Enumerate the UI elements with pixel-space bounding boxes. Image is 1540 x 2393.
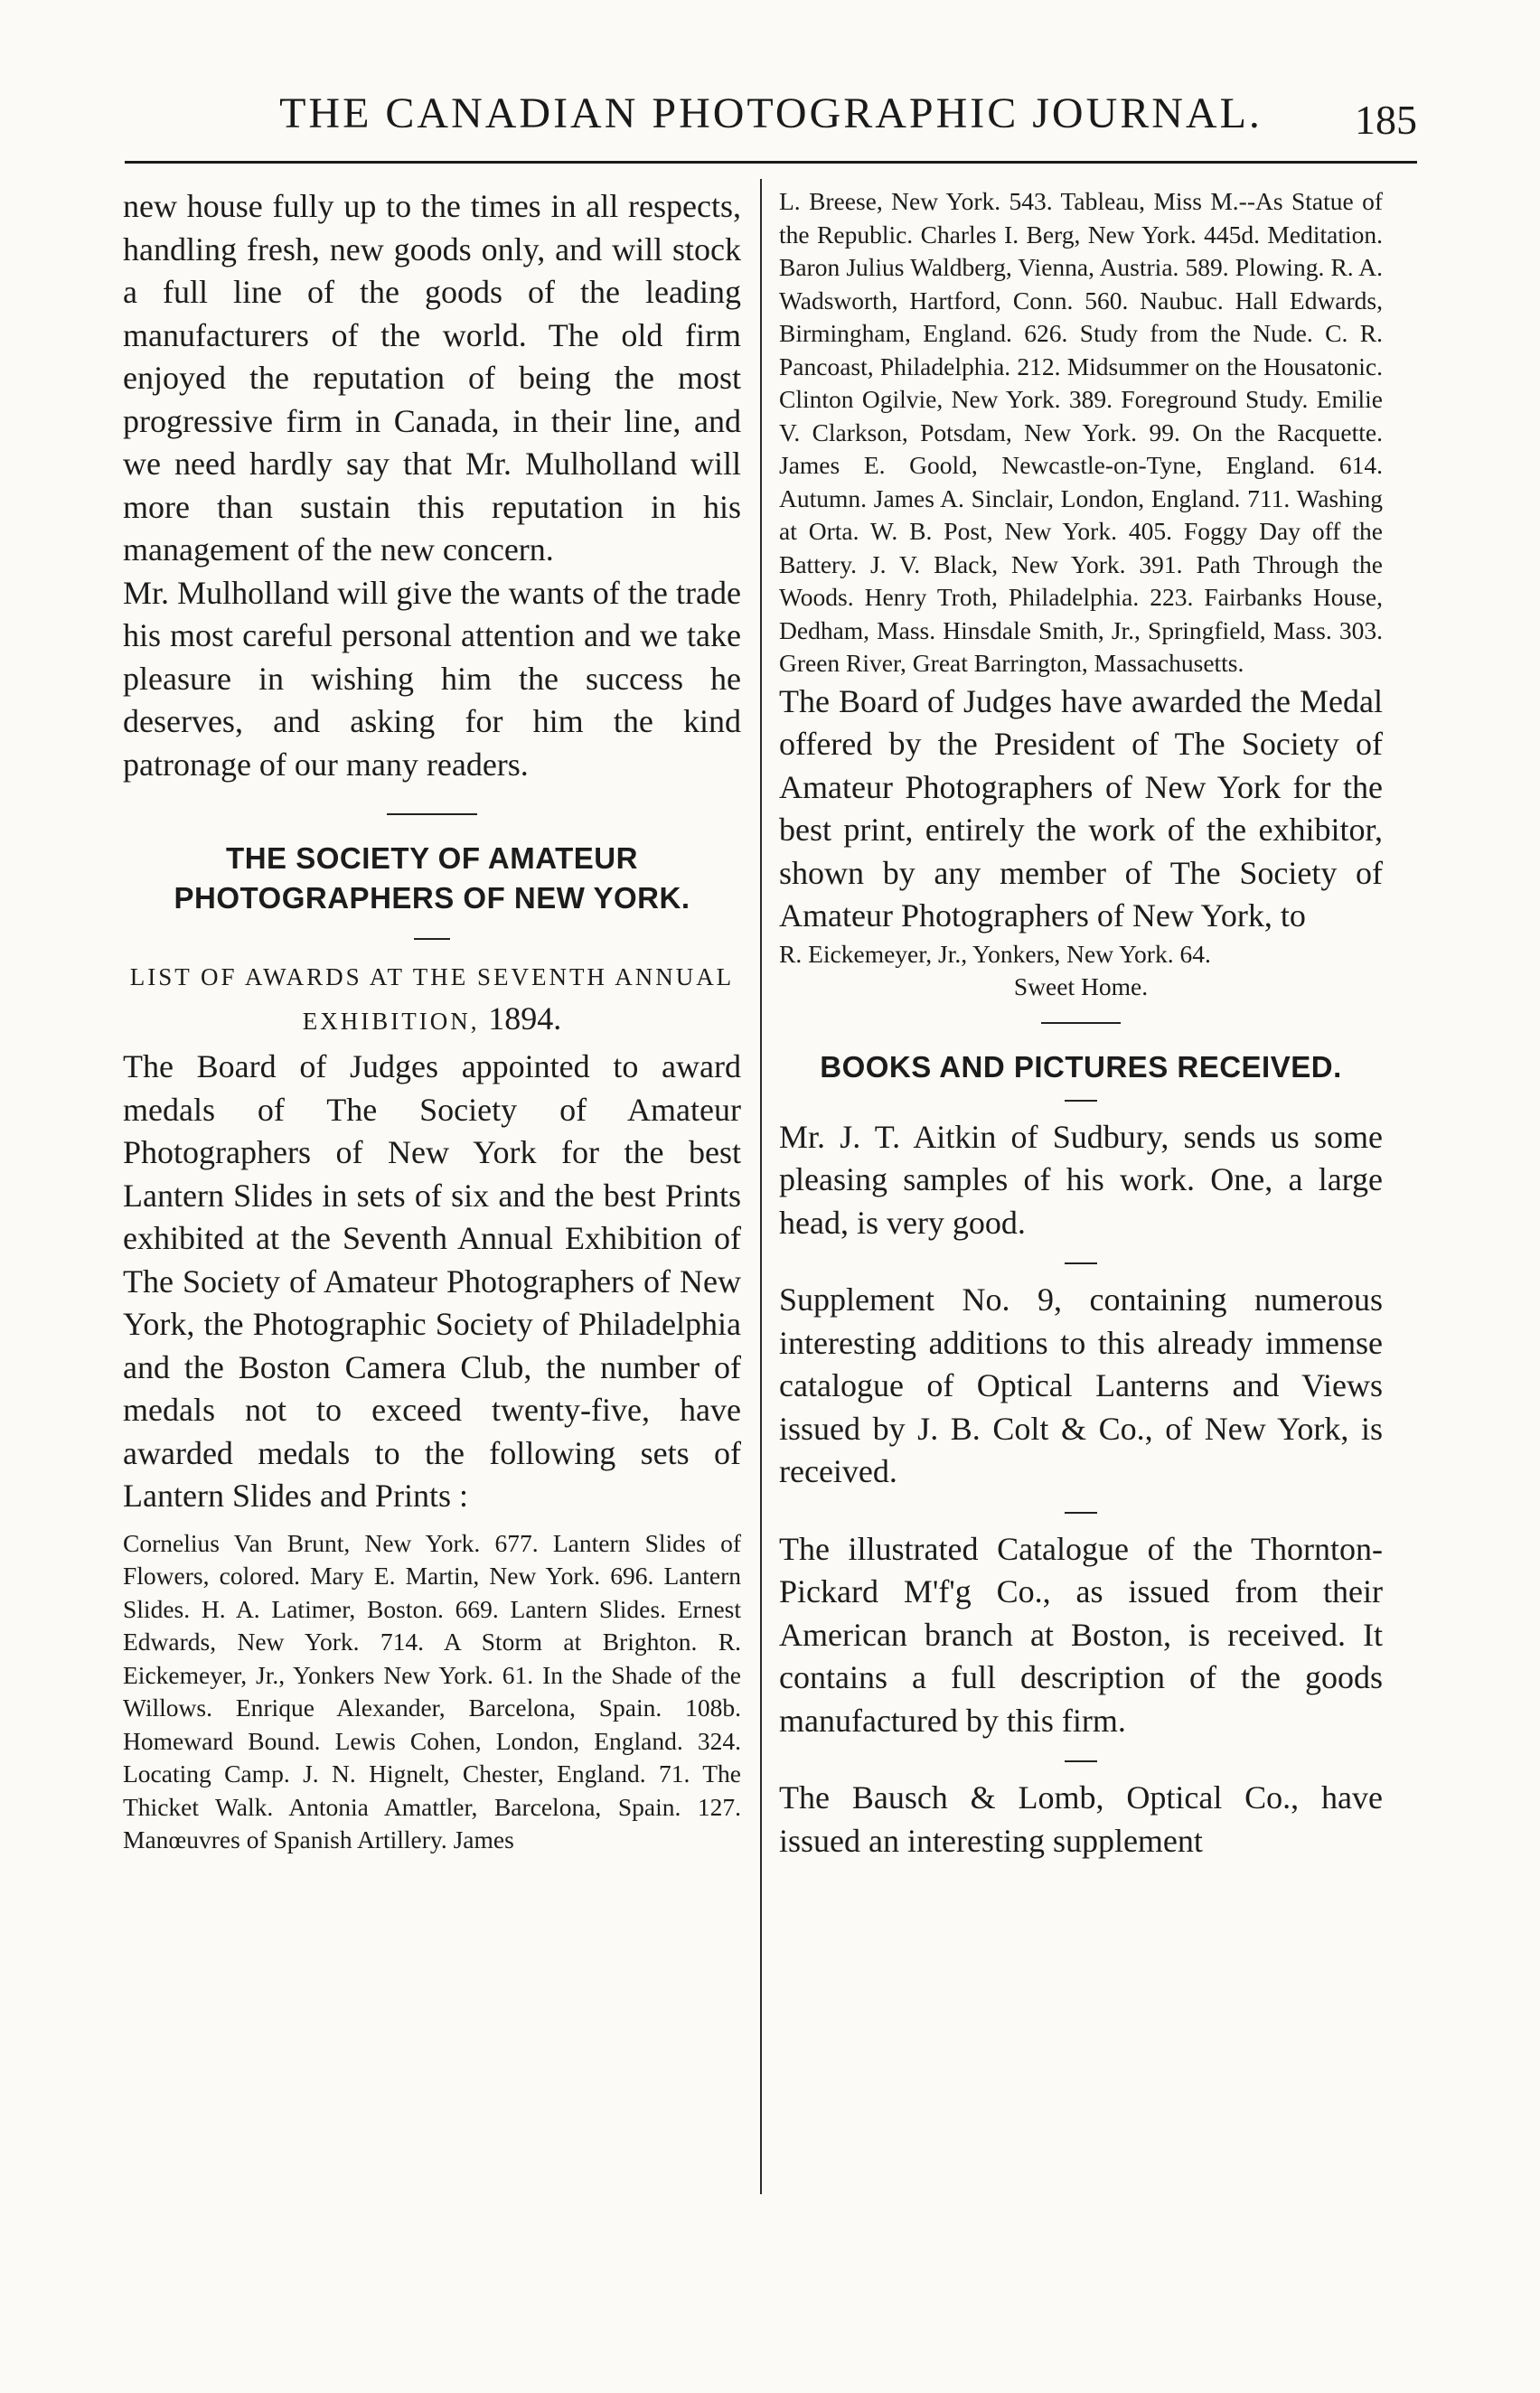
awards-subheading-text: LIST OF AWARDS AT THE SEVENTH ANNUAL EXHIBITION, <box>129 963 735 1035</box>
journal-title: THE CANADIAN PHOTOGRAPHIC JOURNAL. <box>279 89 1263 137</box>
paragraph-medal: The Board of Judges have awarded the Medal offered by the President of The Society of Amateur Photographers of New York for the best print, entirely the work of the exhibitor, shown by any member of The Society of Amateur Photographers of New York, to <box>779 682 1383 934</box>
paragraph-mulholland-2: Mr. Mulholland will give the wants of the trade his most careful personal attention and we take pleasure in wishing him the success he deserves, and asking for him the kind patronage of our many readers. <box>123 574 741 783</box>
paragraph-aitkin: Mr. J. T. Aitkin of Sudbury, sends us some pleasing samples of his work. One, a large head, is very good. <box>779 1118 1383 1241</box>
paragraph-mulholland-1: new house fully up to the times in all respects, handling fresh, new goods only, and will stock a full line of the goods of the leading manufacturers of the world. The old firm enjoyed the reputation of being the most progressive firm in Canada, in their line, and we need hardly say that Mr. Mulholland will more than sustain this reputation in his management of the new concern. <box>123 188 741 568</box>
running-header <box>125 89 1417 152</box>
section-heading-books: BOOKS AND PICTURES RECEIVED. <box>820 1049 1342 1084</box>
section-heading-society: THE SOCIETY OF AMATEUR PHOTOGRAPHERS OF NEW YORK. <box>174 841 690 915</box>
awards-list: Cornelius Van Brunt, New York. 677. Lantern Slides of Flowers, colored. Mary E. Martin, New York. 696. Lantern Slides. H. A. Latimer, Boston. 669. Lantern Slides. Ernest Edwards, New York. 714. A Storm at Brighton. R. Eickemeyer, Jr., Yonkers New York. 61. In the Shade of the Willows. Enrique Alexander, Barcelona, Spain. 108b. Homeward Bound. Lewis Cohen, London, England. 324. Locating Camp. J. N. Hignelt, Chester, England. 71. The Thicket Walk. Antonia Amattler, Barcelona, Spain. 127. Manœuvres of Spanish Artillery. James <box>123 1528 741 1853</box>
awards-subheading-year: 1894. <box>488 1000 562 1037</box>
paragraph-bausch: The Bausch & Lomb, Optical Co., have issued an interesting supplement <box>779 1779 1383 1859</box>
page-number: 185 <box>1355 97 1417 143</box>
paragraph-supplement: Supplement No. 9, containing numerous interesting additions to this already immense catalogue of Optical Lanterns and Views issued by J. B. Colt & Co., of New York, is received. <box>779 1281 1383 1489</box>
right-column <box>779 185 1383 1863</box>
paragraph-board-of-judges: The Board of Judges appointed to award medals of The Society of Amateur Photographers of New York for the best Lantern Slides in sets of six and the best Prints exhibited at the Seventh Annual Exhibition of The Society of Amateur Photographers of New York, the Photographic Society of Philadelphia and the Boston Camera Club, the number of medals not to exceed twenty-five, have awarded medals to the following sets of Lantern Slides and Prints : <box>123 1048 741 1514</box>
column-divider <box>760 179 762 2194</box>
left-column <box>123 185 741 1857</box>
awards-subheading <box>123 956 741 1042</box>
medal-winner: R. Eickemeyer, Jr., Yonkers, New York. 64. <box>779 939 1211 968</box>
paragraph-thornton: The illustrated Catalogue of the Thornton-Pickard M'f'g Co., as issued from their American branch at Boston, is received. It contains a full description of the goods manufactured by this firm. <box>779 1530 1383 1739</box>
header-rule <box>125 161 1417 164</box>
awards-list-continued: L. Breese, New York. 543. Tableau, Miss M.--As Statue of the Republic. Charles I. Berg, New York. 445d. Meditation. Baron Julius Waldberg, Vienna, Austria. 589. Plowing. R. A. Wadsworth, Hartford, Conn. 560. Naubuc. Hall Edwards, Birmingham, England. 626. Study from the Nude. C. R. Pancoast, Philadelphia. 212. Midsummer on the Housatonic. Clinton Ogilvie, New York. 389. Foreground Study. Emilie V. Clarkson, Potsdam, New York. 99. On the Racquette. James E. Goold, Newcastle-on-Tyne, England. 614. Autumn. James A. Sinclair, London, England. 711. Washing at Orta. W. B. Post, New York. 405. Foggy Day off the Battery. J. V. Black, New York. 391. Path Through the Woods. Henry Troth, Philadelphia. 223. Fairbanks House, Dedham, Mass. Hinsdale Smith, Jr., Springfield, Mass. 303. Green River, Great Barrington, Massachusetts. <box>779 187 1383 677</box>
medal-title: Sweet Home. <box>1013 972 1149 1000</box>
